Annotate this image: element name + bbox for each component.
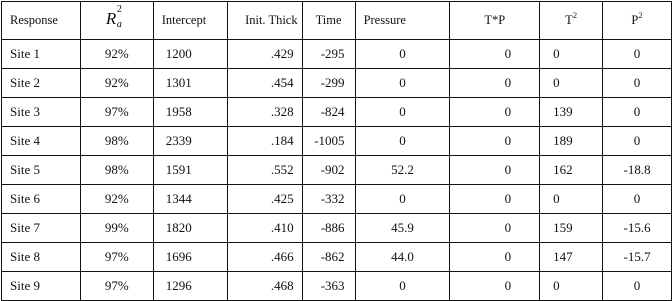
cell-intercept: 1200	[153, 40, 227, 69]
cell-t-squared: 139	[540, 98, 603, 127]
cell-init-thick: .425	[227, 185, 302, 214]
t2-base: T	[565, 13, 573, 27]
cell-t-squared: 0	[540, 185, 603, 214]
cell-r2: 97%	[80, 98, 153, 127]
cell-r2: 99%	[80, 214, 153, 243]
cell-t-times-p: 0	[450, 214, 540, 243]
r2-subscript: a	[116, 18, 122, 30]
cell-response: Site 9	[2, 272, 81, 301]
r2-symbol	[105, 3, 128, 30]
cell-intercept: 1591	[153, 156, 227, 185]
cell-init-thick: .328	[227, 98, 302, 127]
cell-r2: 97%	[80, 243, 153, 272]
cell-init-thick: .466	[227, 243, 302, 272]
cell-pressure: 0	[355, 40, 450, 69]
cell-pressure: 0	[355, 185, 450, 214]
header-intercept: Intercept	[153, 2, 227, 40]
cell-response: Site 3	[2, 98, 81, 127]
table-row	[2, 69, 672, 98]
cell-intercept: 1296	[153, 272, 227, 301]
r2-superscript: 2	[116, 3, 122, 15]
p2-superscript: 2	[638, 10, 643, 20]
cell-t-times-p: 0	[450, 243, 540, 272]
table-row	[2, 40, 672, 69]
cell-init-thick: .429	[227, 40, 302, 69]
cell-t-squared: 162	[540, 156, 603, 185]
cell-response: Site 2	[2, 69, 81, 98]
cell-response: Site 8	[2, 243, 81, 272]
header-response: Response	[2, 2, 81, 40]
cell-intercept: 1820	[153, 214, 227, 243]
cell-p-squared: 0	[603, 98, 672, 127]
cell-t-squared: 0	[540, 272, 603, 301]
cell-t-squared: 0	[540, 40, 603, 69]
cell-init-thick: .454	[227, 69, 302, 98]
cell-pressure: 44.0	[355, 243, 450, 272]
cell-pressure: 45.9	[355, 214, 450, 243]
cell-t-squared: 159	[540, 214, 603, 243]
header-p-squared	[603, 2, 672, 40]
cell-r2: 92%	[80, 185, 153, 214]
header-adjusted-r-squared	[80, 2, 153, 40]
table-row	[2, 98, 672, 127]
cell-response: Site 4	[2, 127, 81, 156]
header-time: Time	[302, 2, 355, 40]
cell-response: Site 6	[2, 185, 81, 214]
table-row	[2, 214, 672, 243]
cell-init-thick: .552	[227, 156, 302, 185]
cell-p-squared: 0	[603, 272, 672, 301]
header-row	[2, 2, 672, 40]
cell-intercept: 2339	[153, 127, 227, 156]
cell-intercept: 1301	[153, 69, 227, 98]
cell-t-squared: 0	[540, 69, 603, 98]
cell-pressure: 52.2	[355, 156, 450, 185]
cell-t-times-p: 0	[450, 40, 540, 69]
cell-time: -886	[302, 214, 355, 243]
cell-intercept: 1696	[153, 243, 227, 272]
cell-pressure: 0	[355, 127, 450, 156]
cell-p-squared: -18.8	[603, 156, 672, 185]
cell-pressure: 0	[355, 272, 450, 301]
cell-init-thick: .184	[227, 127, 302, 156]
cell-r2: 92%	[80, 40, 153, 69]
cell-time: -299	[302, 69, 355, 98]
cell-r2: 92%	[80, 69, 153, 98]
header-t-times-p: T*P	[450, 2, 540, 40]
cell-t-times-p: 0	[450, 69, 540, 98]
table-row	[2, 185, 672, 214]
cell-time: -902	[302, 156, 355, 185]
cell-time: -363	[302, 272, 355, 301]
cell-intercept: 1958	[153, 98, 227, 127]
cell-time: -824	[302, 98, 355, 127]
cell-pressure: 0	[355, 98, 450, 127]
r2-base: R	[105, 8, 117, 28]
cell-time: -862	[302, 243, 355, 272]
cell-t-times-p: 0	[450, 98, 540, 127]
cell-t-times-p: 0	[450, 127, 540, 156]
cell-t-times-p: 0	[450, 156, 540, 185]
cell-response: Site 7	[2, 214, 81, 243]
cell-time: -295	[302, 40, 355, 69]
cell-t-times-p: 0	[450, 272, 540, 301]
cell-response: Site 1	[2, 40, 81, 69]
table-row	[2, 272, 672, 301]
cell-time: -1005	[302, 127, 355, 156]
cell-t-times-p: 0	[450, 185, 540, 214]
cell-response: Site 5	[2, 156, 81, 185]
cell-p-squared: 0	[603, 40, 672, 69]
p2-base: P	[631, 13, 639, 27]
cell-time: -332	[302, 185, 355, 214]
cell-p-squared: 0	[603, 69, 672, 98]
cell-init-thick: .410	[227, 214, 302, 243]
table-row	[2, 156, 672, 185]
cell-intercept: 1344	[153, 185, 227, 214]
cell-p-squared: 0	[603, 185, 672, 214]
t2-superscript: 2	[572, 10, 578, 20]
cell-p-squared: -15.6	[603, 214, 672, 243]
header-init-thick: Init. Thick	[227, 2, 302, 40]
table-row	[2, 243, 672, 272]
cell-r2: 98%	[80, 127, 153, 156]
cell-p-squared: -15.7	[603, 243, 672, 272]
cell-r2: 97%	[80, 272, 153, 301]
cell-r2: 98%	[80, 156, 153, 185]
header-pressure: Pressure	[355, 2, 450, 40]
table-row	[2, 127, 672, 156]
header-t-squared	[540, 2, 603, 40]
cell-pressure: 0	[355, 69, 450, 98]
table-body	[2, 40, 672, 301]
cell-t-squared: 147	[540, 243, 603, 272]
regression-coefficients-table	[1, 1, 672, 301]
cell-init-thick: .468	[227, 272, 302, 301]
cell-p-squared: 0	[603, 127, 672, 156]
cell-t-squared: 189	[540, 127, 603, 156]
